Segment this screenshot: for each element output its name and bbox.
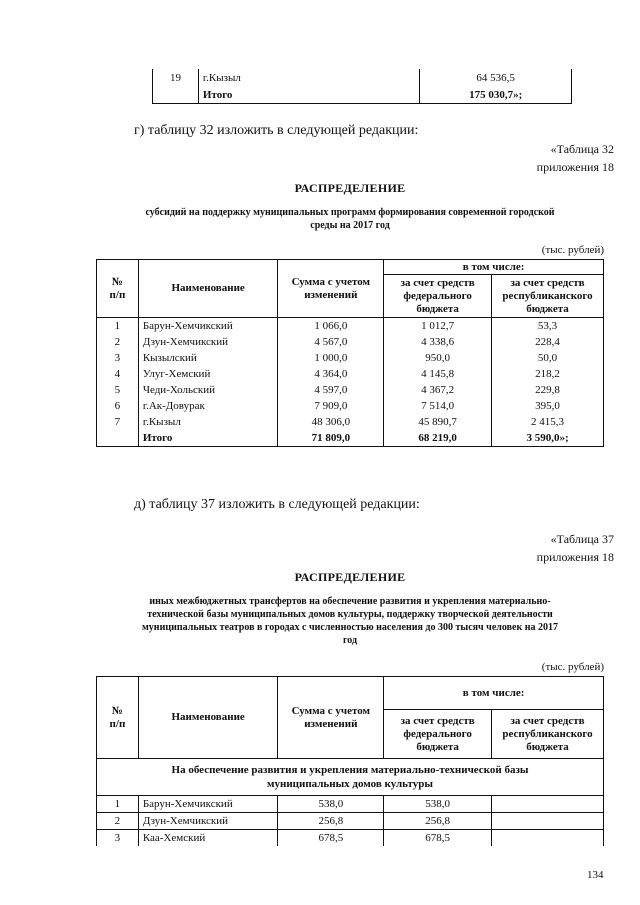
row-name: г.Ак-Довурак <box>138 398 278 414</box>
row-number <box>97 430 139 447</box>
row-value: 175 030,7»; <box>420 86 572 104</box>
table-row <box>97 382 604 398</box>
row-name: г.Кызыл <box>138 414 278 430</box>
table-row <box>97 318 604 335</box>
subtitle-line: субсидий на поддержку муниципальных программ формирования современной городской <box>145 207 555 218</box>
table-note <box>537 530 614 566</box>
header-including: в том числе: <box>384 260 604 275</box>
row-federal: 4 367,2 <box>384 382 492 398</box>
row-sum: 678,5 <box>278 830 384 847</box>
table-note <box>537 140 614 176</box>
table-note-line: приложения 18 <box>536 550 614 564</box>
header-federal: за счет средств федерального бюджета <box>384 710 492 759</box>
header-name: Наименование <box>138 260 278 318</box>
row-sum: 1 066,0 <box>278 318 384 335</box>
table-section-row <box>97 759 604 796</box>
row-value: 64 536,5 <box>420 69 572 86</box>
row-name: Каа-Хемский <box>138 830 278 847</box>
table-row <box>97 796 604 813</box>
row-name: Дзун-Хемчикский <box>138 813 278 830</box>
continued-table <box>152 69 572 104</box>
table-note-line: «Таблица 37 <box>550 532 614 546</box>
header-number: № п/п <box>97 260 139 318</box>
section-heading: д) таблицу 37 изложить в следующей редакции: <box>134 497 420 512</box>
table-note-line: «Таблица 32 <box>550 142 614 156</box>
row-republic: 50,0 <box>492 350 604 366</box>
document-title: РАСПРЕДЕЛЕНИЕ <box>294 181 406 195</box>
row-sum: 48 306,0 <box>278 414 384 430</box>
table-row <box>97 430 604 447</box>
subtitle-line: муниципальных театров в городах с численностью населения до 300 тысяч человек на 2017 <box>142 622 558 633</box>
row-name: Итого <box>198 86 419 104</box>
row-sum: 1 000,0 <box>278 350 384 366</box>
header-including: в том числе: <box>384 677 604 710</box>
header-number: № п/п <box>97 677 139 759</box>
row-name: г.Кызыл <box>198 69 419 86</box>
row-name: Дзун-Хемчикский <box>138 334 278 350</box>
row-sum: 4 567,0 <box>278 334 384 350</box>
row-number: 4 <box>97 366 139 382</box>
subtitle-line: технической базы муниципальных домов культуры, поддержку творческой деятельности <box>147 609 553 620</box>
subtitle-line: год <box>342 635 358 646</box>
row-republic <box>492 813 604 830</box>
row-number: 3 <box>97 350 139 366</box>
subtitle-line: среды на 2017 год <box>310 220 390 231</box>
table-row <box>97 350 604 366</box>
table-row <box>97 398 604 414</box>
table-row <box>97 414 604 430</box>
section-row-label: На обеспечение развития и укрепления материально-технической базы муниципальных домов культуры <box>97 759 604 796</box>
header-sum: Сумма с учетом изменений <box>278 677 384 759</box>
table-row <box>97 830 604 847</box>
subtitle-line: иных межбюджетных трансфертов на обеспечение развития и укрепления материально- <box>149 596 551 607</box>
document-subtitle <box>90 206 610 232</box>
row-number: 7 <box>97 414 139 430</box>
row-number: 3 <box>97 830 139 847</box>
header-federal: за счет средств федерального бюджета <box>384 275 492 318</box>
table-note-line: приложения 18 <box>536 160 614 174</box>
row-republic: 228,4 <box>492 334 604 350</box>
header-sum: Сумма с учетом изменений <box>278 260 384 318</box>
page-number: 134 <box>587 869 604 881</box>
row-number: 2 <box>97 334 139 350</box>
table-header-row <box>97 260 604 275</box>
header-republic: за счет средств республиканского бюджета <box>492 275 604 318</box>
row-federal: 4 145,8 <box>384 366 492 382</box>
row-number: 5 <box>97 382 139 398</box>
row-name: Кызылский <box>138 350 278 366</box>
row-federal: 256,8 <box>384 813 492 830</box>
distribution-table-32 <box>96 259 604 447</box>
units-label: (тыс. рублей) <box>541 661 604 673</box>
row-number: 1 <box>97 796 139 813</box>
header-republic: за счет средств республиканского бюджета <box>492 710 604 759</box>
table-row <box>97 813 604 830</box>
row-republic: 395,0 <box>492 398 604 414</box>
header-name: Наименование <box>138 677 278 759</box>
row-republic <box>492 830 604 847</box>
row-name: Чеди-Хольский <box>138 382 278 398</box>
row-republic: 53,3 <box>492 318 604 335</box>
row-sum: 71 809,0 <box>278 430 384 447</box>
document-subtitle <box>86 595 614 647</box>
table-row <box>97 334 604 350</box>
document-title: РАСПРЕДЕЛЕНИЕ <box>294 570 406 584</box>
units-label: (тыс. рублей) <box>541 244 604 256</box>
table-row <box>153 86 572 104</box>
row-federal: 68 219,0 <box>384 430 492 447</box>
row-sum: 538,0 <box>278 796 384 813</box>
section-heading: г) таблицу 32 изложить в следующей редакции: <box>134 123 419 138</box>
row-sum: 256,8 <box>278 813 384 830</box>
row-number <box>153 86 199 104</box>
row-federal: 4 338,6 <box>384 334 492 350</box>
row-federal: 7 514,0 <box>384 398 492 414</box>
row-federal: 538,0 <box>384 796 492 813</box>
row-federal: 950,0 <box>384 350 492 366</box>
distribution-table-37 <box>96 676 604 846</box>
row-republic: 3 590,0»; <box>492 430 604 447</box>
row-number: 2 <box>97 813 139 830</box>
row-name: Барун-Хемчикский <box>138 318 278 335</box>
table-row <box>153 69 572 86</box>
row-number: 6 <box>97 398 139 414</box>
row-republic: 218,2 <box>492 366 604 382</box>
row-federal: 678,5 <box>384 830 492 847</box>
row-federal: 45 890,7 <box>384 414 492 430</box>
row-federal: 1 012,7 <box>384 318 492 335</box>
row-number: 19 <box>153 69 199 86</box>
table-header-row <box>97 677 604 710</box>
row-republic: 2 415,3 <box>492 414 604 430</box>
row-republic <box>492 796 604 813</box>
row-republic: 229,8 <box>492 382 604 398</box>
row-name: Барун-Хемчикский <box>138 796 278 813</box>
row-sum: 4 364,0 <box>278 366 384 382</box>
table-row <box>97 366 604 382</box>
row-name: Итого <box>138 430 278 447</box>
row-sum: 4 597,0 <box>278 382 384 398</box>
row-number: 1 <box>97 318 139 335</box>
row-name: Улуг-Хемский <box>138 366 278 382</box>
row-sum: 7 909,0 <box>278 398 384 414</box>
